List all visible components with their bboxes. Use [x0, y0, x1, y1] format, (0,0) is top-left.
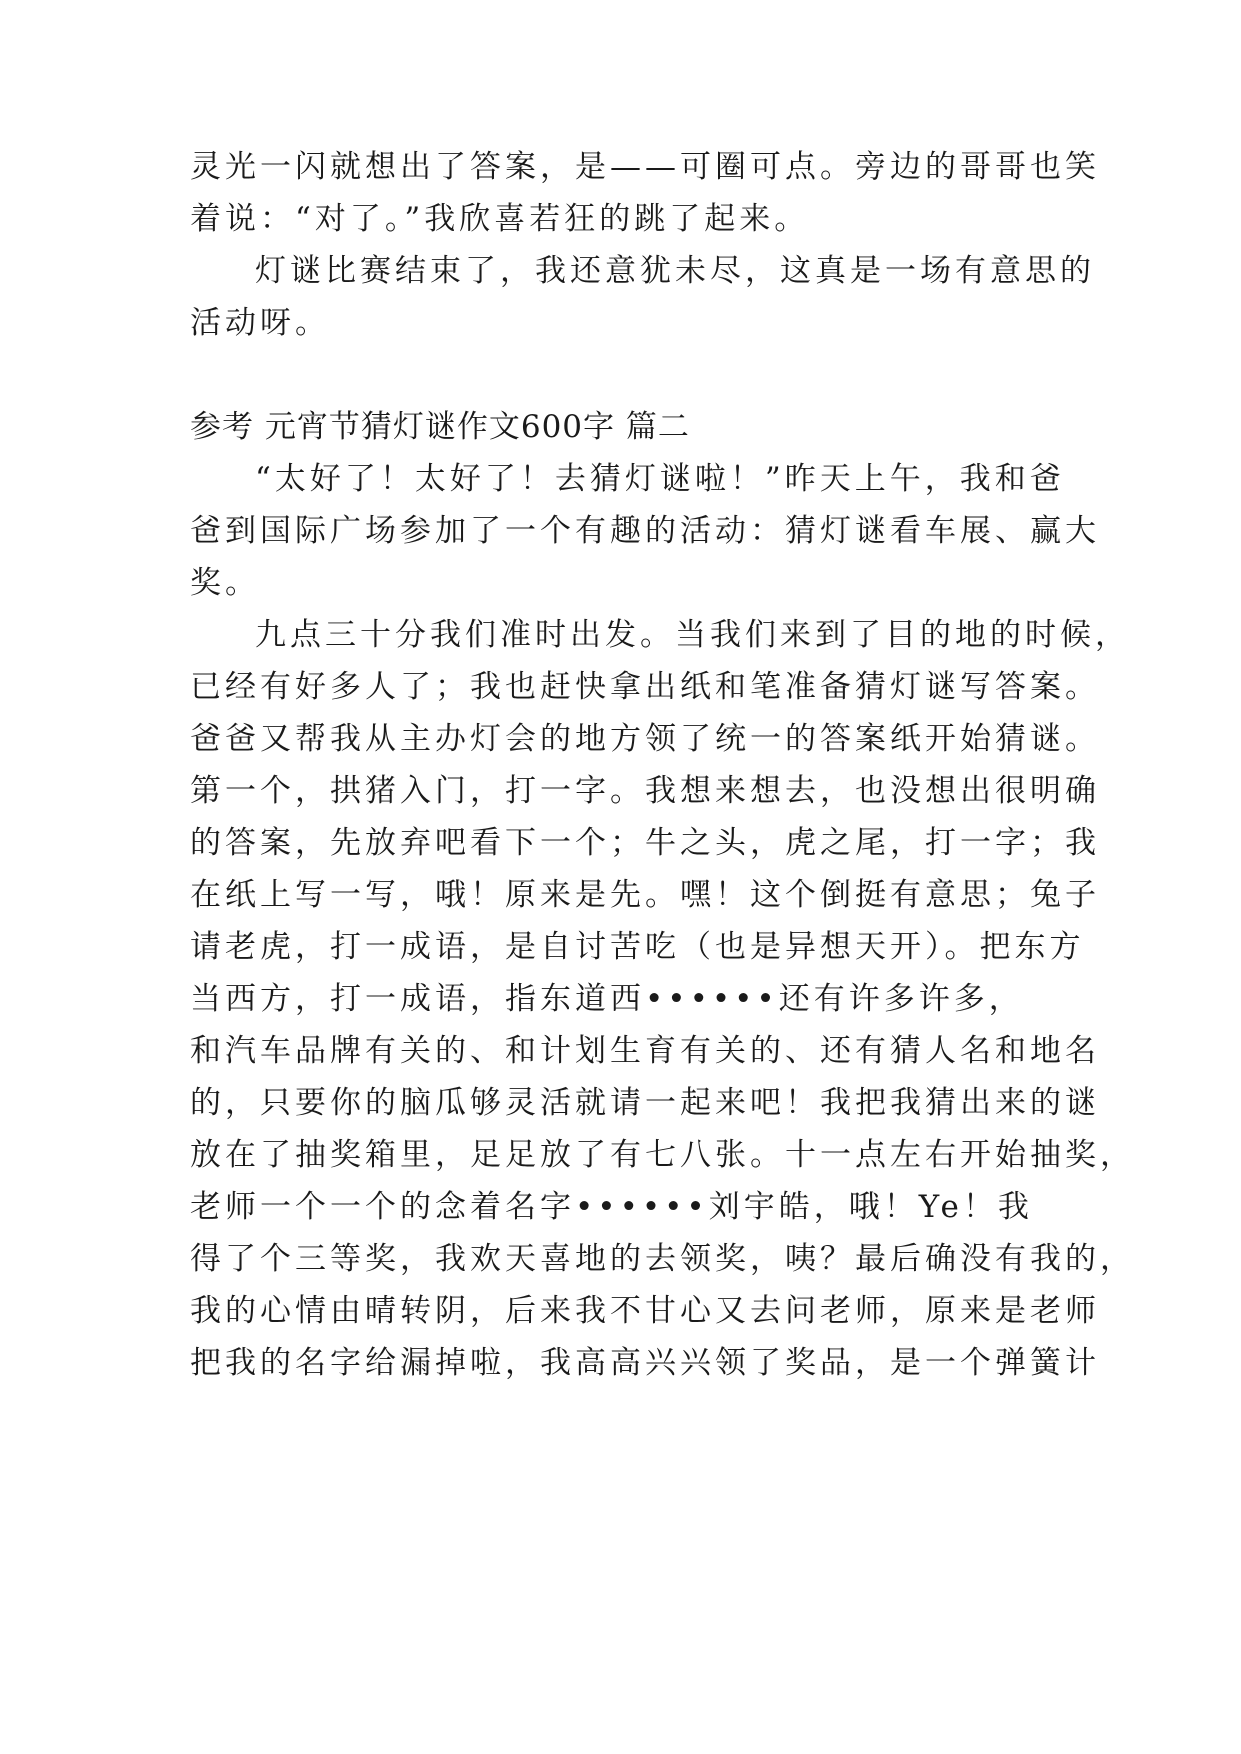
- text-line: 把我的名字给漏掉啦，我高高兴兴领了奖品，是一个弹簧计: [190, 1345, 1100, 1381]
- text-line: 老师一个一个的念着名字••••••刘宇皓，哦！Ye！我: [190, 1189, 1033, 1225]
- text-line: 得了个三等奖，我欢天喜地的去领奖，咦？最后确没有我的，: [190, 1241, 1135, 1277]
- text-line: 在纸上写一写，哦！原来是先。嘿！这个倒挺有意思；兔子: [190, 877, 1100, 913]
- text-line: 第一个，拱猪入门，打一字。我想来想去，也没想出很明确: [190, 773, 1100, 809]
- text-line: 当西方，打一成语，指东道西••••••还有许多许多，: [190, 981, 1024, 1017]
- text-line: 我的心情由晴转阴，后来我不甘心又去问老师，原来是老师: [190, 1293, 1100, 1329]
- section-heading: 参考 元宵节猜灯谜作文600字 篇二: [190, 409, 690, 445]
- text-line: 的答案，先放弃吧看下一个；牛之头，虎之尾，打一字；我: [190, 825, 1100, 861]
- paragraph-start-line: 九点三十分我们准时出发。当我们来到了目的地的时候，: [255, 617, 1130, 653]
- text-line: 灵光一闪就想出了答案，是——可圈可点。旁边的哥哥也笑: [190, 149, 1100, 185]
- text-line: 和汽车品牌有关的、和计划生育有关的、还有猜人名和地名: [190, 1033, 1100, 1069]
- text-line: 请老虎，打一成语，是自讨苦吃（也是异想天开）。把东方: [190, 929, 1085, 965]
- paragraph-start-line: “太好了！太好了！去猜灯谜啦！”昨天上午，我和爸: [255, 461, 1065, 497]
- text-line: 已经有好多人了；我也赶快拿出纸和笔准备猜灯谜写答案。: [190, 669, 1100, 705]
- text-line: 着说：“对了。”我欣喜若狂的跳了起来。: [190, 201, 810, 237]
- paragraph-start-line: 灯谜比赛结束了，我还意犹未尽，这真是一场有意思的: [255, 253, 1095, 289]
- text-line: 奖。: [190, 565, 260, 601]
- text-line: 的，只要你的脑瓜够灵活就请一起来吧！我把我猜出来的谜: [190, 1085, 1100, 1121]
- text-line: 放在了抽奖箱里，足足放了有七八张。十一点左右开始抽奖，: [190, 1137, 1135, 1173]
- text-line: 爸到国际广场参加了一个有趣的活动：猜灯谜看车展、赢大: [190, 513, 1100, 549]
- text-line: 活动呀。: [190, 305, 330, 341]
- text-line: 爸爸又帮我从主办灯会的地方领了统一的答案纸开始猜谜。: [190, 721, 1100, 757]
